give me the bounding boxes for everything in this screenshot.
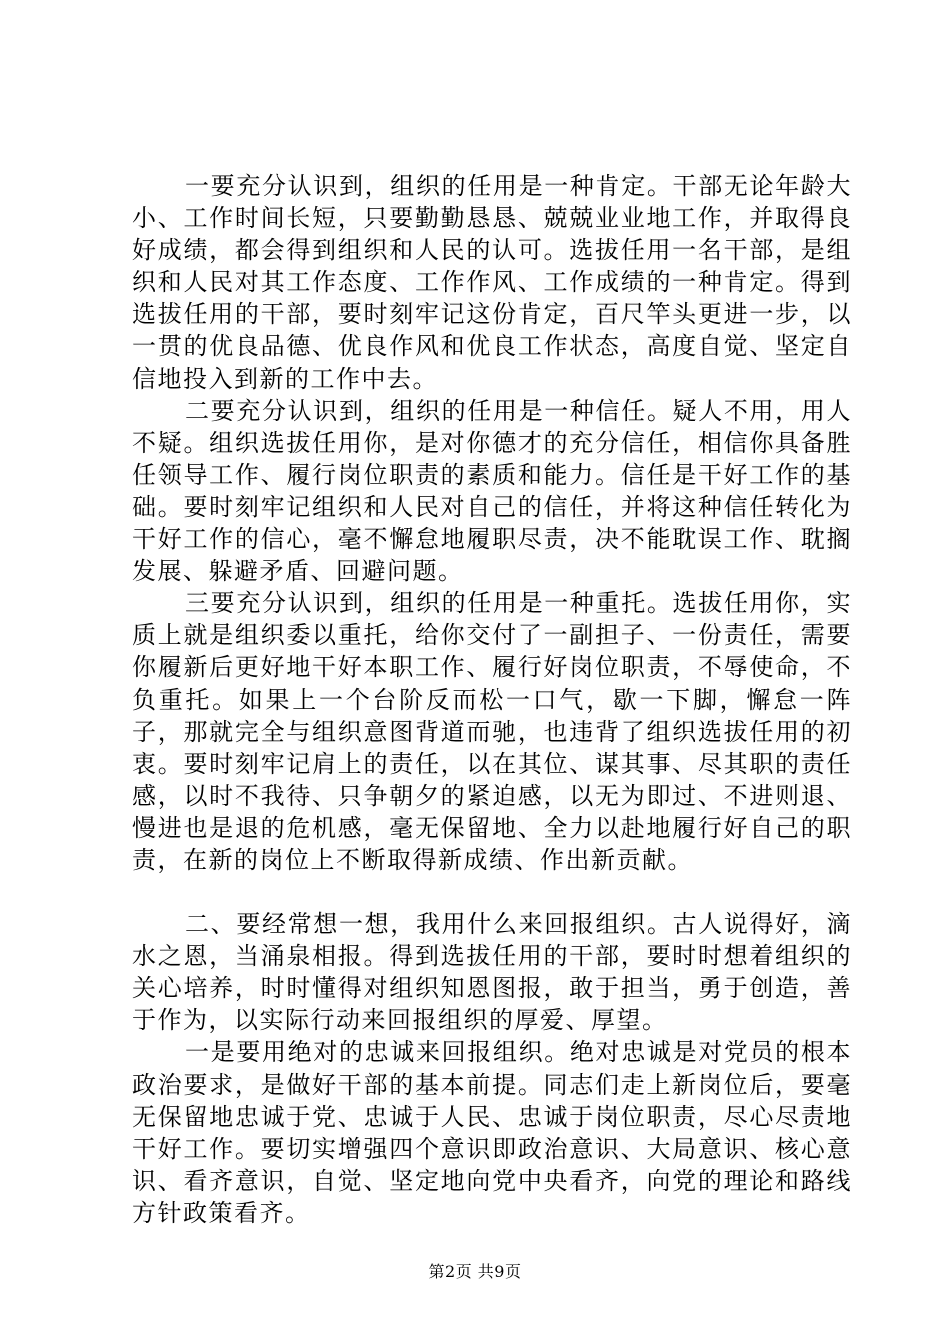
paragraph-2: 二要充分认识到，组织的任用是一种信任。疑人不用，用人不疑。组织选拔任用你，是对你德才的充分信任，相信你具备胜任领导工作、履行岗位职责的素质和能力。信任是干好工作的基础。要时刻牢记组织和人民对自己的信任，并将这种信任转化为干好工作的信心，毫不懈怠地履职尽责，决不能耽误工作、耽搁发展、躲避矛盾、回避问题。 xyxy=(132,396,852,586)
document-body xyxy=(132,170,852,1229)
paragraph-1: 一要充分认识到，组织的任用是一种肯定。干部无论年龄大小、工作时间长短，只要勤勤恳恳、兢兢业业地工作，并取得良好成绩，都会得到组织和人民的认可。选拔任用一名干部，是组织和人民对其工作态度、工作作风、工作成绩的一种肯定。得到选拔任用的干部，要时刻牢记这份肯定，百尺竿头更进一步，以一贯的优良品德、优良作风和优良工作状态，高度自觉、坚定自信地投入到新的工作中去。 xyxy=(132,172,852,393)
paragraph-4: 二、要经常想一想，我用什么来回报组织。古人说得好，滴水之恩，当涌泉相报。得到选拔任用的干部，要时时想着组织的关心培养，时时懂得对组织知恩图报，敢于担当，勇于创造，善于作为，以实际行动来回报组织的厚爱、厚望。 xyxy=(132,910,852,1035)
page-number-footer: 第2页 共9页 xyxy=(428,1262,522,1281)
paragraph-5: 一是要用绝对的忠诚来回报组织。绝对忠诚是对党员的根本政治要求，是做好干部的基本前提。同志们走上新岗位后，要毫无保留地忠诚于党、忠诚于人民、忠诚于岗位职责，尽心尽责地干好工作。要切实增强四个意识即政治意识、大局意识、核心意识、看齐意识，自觉、坚定地向党中央看齐，向党的理论和路线方针政策看齐。 xyxy=(132,1038,852,1227)
paragraph-3: 三要充分认识到，组织的任用是一种重托。选拔任用你，实质上就是组织委以重托，给你交付了一副担子、一份责任，需要你履新后更好地干好本职工作、履行好岗位职责，不辱使命，不负重托。如果上一个台阶反而松一口气，歇一下脚，懈怠一阵子，那就完全与组织意图背道而驰，也违背了组织选拔任用的初衷。要时刻牢记肩上的责任，以在其位、谋其事、尽其职的责任感，以时不我待、只争朝夕的紧迫感，以无为即过、不进则退、慢进也是退的危机感，毫无保留地、全力以赴地履行好自己的职责，在新的岗位上不断取得新成绩、作出新贡献。 xyxy=(132,589,852,874)
